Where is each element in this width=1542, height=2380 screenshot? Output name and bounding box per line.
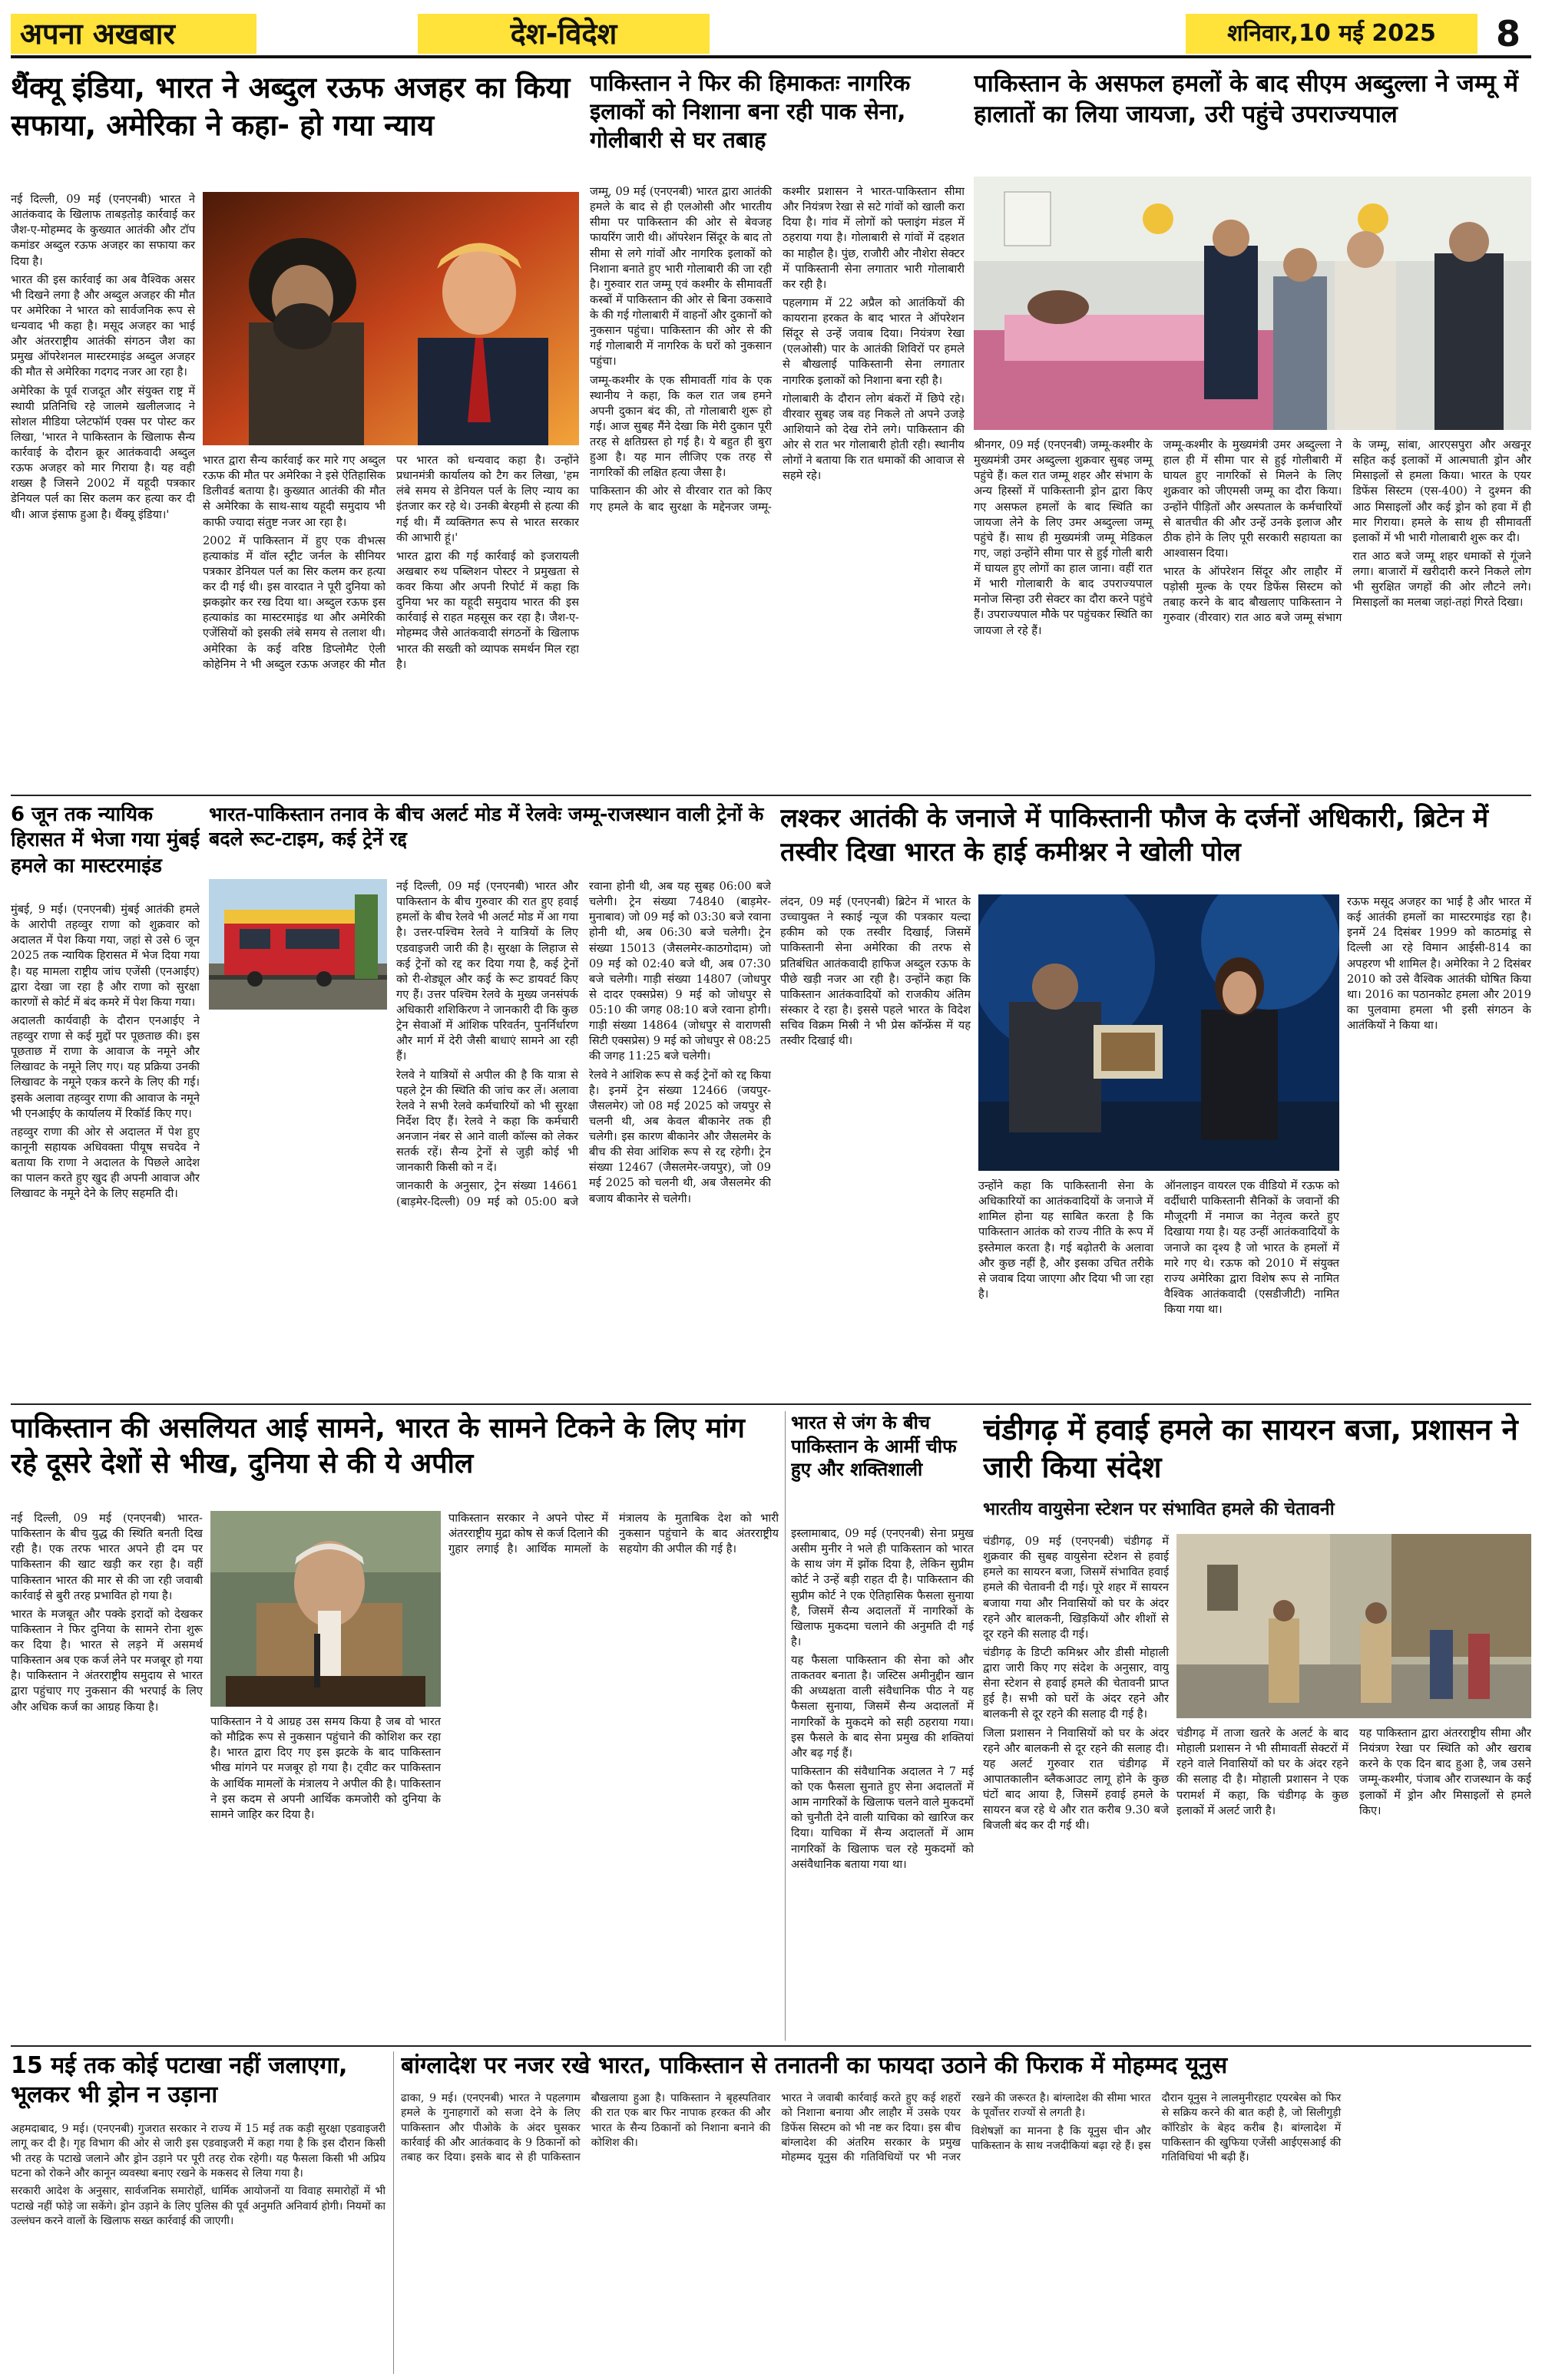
story-munir — [791, 1411, 974, 2041]
paragraph: अदालती कार्यवाही के दौरान एनआईए ने तहव्वुर राणा से कई मुद्दों पर पूछताछ की। इस पूछताछ में राणा के आवाज के नमूने और लिखावट के नमूने लिए गए। यह प्रक्रिया उनकी लिखावट के नमूने एकत्र करने के लिए की गई। इसके अलावा तहव्वुर राणा की आवाज के नमूने भी एनआईए के कार्यालय में रिकॉर्ड किए गए। — [11, 1013, 200, 1120]
story-bangladesh — [401, 2051, 1531, 2374]
paragraph: अहमदाबाद, 9 मई। (एनएनबी) गुजरात सरकार ने राज्य में 15 मई तक कड़ी सुरक्षा एडवाइजरी लागू कर दी है। गृह विभाग की ओर से जारी इस एडवाइजरी में कहा गया है कि इस दौरान किसी भी तरह के पटाखे जलाने और ड्रोन उड़ाने पर पूरी तरह रोक रहेगी। यह फैसला किसी भी अप्रिय घटना को रोकने और कानून व्यवस्था बनाए रखने के मकसद से लिया गया है। — [11, 2123, 386, 2180]
story-omar — [974, 69, 1531, 787]
paragraph: जम्मू-कश्मीर के एक सीमावर्ती गांव के एक स्थानीय ने कहा, कि कल रात जब हमने अपनी दुकान बंद की, तो गोलाबारी शुरू हो गई। आज सुबह मैंने देखा कि मेरी दुकान पूरी तरह से क्षतिग्रस्त हो गई है। ये बहुत ही बुरा हुआ है। यह मान लीजिए एक तरह से नागरिकों की लक्षित हत्या जैसा है। — [590, 373, 772, 480]
headline: पाकिस्तान ने फिर की हिमाकतः नागरिक इलाकों को निशाना बना रही पाक सेना, गोलीबारी से घर तबाह — [590, 70, 911, 154]
paragraph: यह फैसला पाकिस्तान की सेना को और ताकतवर बनाता है। जस्टिस अमीनुद्दीन खान की अध्यक्षता वाली संवैधानिक पीठ ने यह फैसला सुनाया, जिसमें सैन्य अदालतों में नागरिकों के मुकदमे को सही ठहराया गया। इस फैसले के बाद सेना प्रमुख की शक्तियां और बढ़ गई हैं। — [791, 1654, 974, 1760]
headline: 15 मई तक कोई पटाखा नहीं जलाएगा, भूलकर भी ड्रोन न उड़ाना — [11, 2052, 348, 2109]
train-photo — [209, 879, 387, 1010]
story-azhar — [11, 69, 579, 852]
headline: थैंक्यू इंडिया, भारत ने अब्दुल रऊफ अजहर का किया सफाया, अमेरिका ने कहा- हो गया न्याय — [11, 71, 571, 142]
paragraph: जिला प्रशासन ने निवासियों को घर के अंदर रहने और बालकनी से दूर रहने की सलाह दी। यह अलर्ट गुरुवार रात चंडीगढ़ में आपातकालीन ब्लैकआउट लागू होने के कुछ घंटों बाद आया है, जिसमें हवाई हमले के सायरन बज रहे थे और रात करीब 9.30 बजे बिजली बंद कर दी गई थी। — [983, 1726, 1169, 1833]
paragraph: पाकिस्तान की संवैधानिक अदालत ने 7 मई को एक फैसला सुनाते हुए सेना अदालतों में आम नागरिकों के खिलाफ चलने वाले मुकदमों को चुनौती देने वाली याचिका को खारिज कर दिया। याचिका में सैन्य अदालतों में आम नागरिकों के खिलाफ चल रहे मुकदमों को असंवैधानिक बताया गया था। — [791, 1764, 974, 1871]
story-chandigarh — [983, 1411, 1531, 2041]
paragraph: तहव्वुर राणा की ओर से अदालत में पेश हुए कानूनी सहायक अधिवक्ता पीयूष सचदेव ने बताया कि राणा ने अदालत के पिछले आदेश का पालन करते हुए खुद ही अपनी आवाज और लिखावट के नमूने देने के लिए सहमति दी। — [11, 1125, 200, 1201]
paragraph: जम्मू-कश्मीर के मुख्यमंत्री उमर अब्दुल्ला ने हाल ही में सीमा पार से हुई गोलीबारी में घायल हुए नागरिकों से मिलने के लिए शुक्रवार को जीएमसी जम्मू का दौरा किया। उन्होंने पीड़ितों और अस्पताल के कर्मचारियों से बातचीत की और उन्हें उनके इलाज और ठीक होने के लिए पूरी सरकारी सहायता का आश्वासन दिया। — [1163, 438, 1342, 560]
headline: चंडीगढ़ में हवाई हमले का सायरन बजा, प्रशासन ने जारी किया संदेश — [983, 1413, 1518, 1484]
paragraph: सरकारी आदेश के अनुसार, सार्वजनिक समारोहों, धार्मिक आयोजनों या विवाह समारोहों में भी पटाखे नहीं फोड़े जा सकेंगे। ड्रोन उड़ाने के लिए पुलिस की पूर्व अनुमति अनिवार्य होगी। नियमों का उल्लंघन करने वालों के खिलाफ सख्त कार्रवाई की जाएगी। — [11, 2185, 386, 2227]
paragraph: रेलवे ने यात्रियों से अपील की है कि यात्रा से पहले ट्रेन की स्थिति की जांच कर लें। अलावा रेलवे ने सभी रेलवे कर्मचारियों को भी सुरक्षा निर्देश दिए हैं। रेलवे ने कहा कि कर्मचारी अनजान नंबर से आने वाली कॉल्स को लेकर सतर्क रहें। सैन्य ट्रेनों से जुड़ी कोई भी जानकारी किसी को न दें। — [396, 1068, 578, 1175]
paragraph: गोलाबारी के दौरान लोग बंकरों में छिपे रहे। वीरवार सुबह जब वह निकले तो अपने उजड़े आशियाने को देख रोने लगे। पाकिस्तान की ओर से रात भर गोलाबारी होती रही। स्थानीय लोगों ने बताया कि रात धमाकों की आवाज से सहमे रहे। — [783, 392, 965, 483]
headline: भारत से जंग के बीच पाकिस्तान के आर्मी चीफ हुए और शक्तिशाली — [791, 1412, 957, 1481]
subheadline: भारतीय वायुसेना स्टेशन पर संभावित हमले की चेतावनी — [983, 1499, 1335, 1519]
story-ahmedabad — [11, 2051, 386, 2374]
paragraph: पाकिस्तान सरकार ने अपने पोस्ट में अंतरराष्ट्रीय मुद्रा कोष से कर्ज दिलाने की गुहार लगाई है। आर्थिक मामलों के मंत्रालय के मुताबिक देश को भारी नुकसान पहुंचाने के बाद अंतरराष्ट्रीय सहयोग की अपील की गई है। — [448, 1512, 779, 1556]
headline: बांग्लादेश पर नजर रखे भारत, पाकिस्तान से तनातनी का फायदा उठाने की फिराक में मोहम्मद यूनुस — [401, 2052, 1228, 2079]
divider — [393, 2051, 394, 2374]
paragraph: रात आठ बजे जम्मू शहर धमाकों से गूंजने लगा। बाजारों में खरीदारी करने निकले लोग भी सुरक्षित जगहों की ओर लौटने लगे। मिसाइलों का मलबा जहां-तहां गिरते दिखा। — [1352, 549, 1531, 610]
headline: पाकिस्तान की असलियत आई सामने, भारत के सामने टिकने के लिए मांग रहे दूसरे देशों से भीख, दुनिया से की ये अपील — [11, 1413, 745, 1480]
paragraph: जानकारी के अनुसार, ट्रेन संख्या 14661 (बाड़मेर-दिल्ली) 09 मई को 05:00 बजे रवाना होनी थी, अब यह सुबह 06:00 बजे चलेगी। ट्रेन संख्या 74840 (बाड़मेर-मुनाबाव) जो 09 मई को 03:30 बजे रवाना होनी थी, अब 06:30 बजे चलेगी। ट्रेन संख्या 15013 (जैसलमेर-काठगोदाम) जो 09 मई को 02:40 बजे थी, अब 07:30 बजे चलेगी। गाड़ी संख्या 14807 (जोधपुर से दादर एक्सप्रेस) 9 मई को जोधपुर से 05:10 की जगह 08:10 बजे रवाना होगी। गाड़ी संख्या 14864 (जोधपुर से वाराणसी सिटी एक्सप्रेस) 9 मई को जोधपुर से 08:25 की जगह 11:25 बजे चलेगी। — [396, 880, 771, 1208]
issue-date: शनिवार,10 मई 2025 — [1186, 14, 1477, 54]
paragraph: ऑनलाइन वायरल एक वीडियो में रऊफ को वर्दीधारी पाकिस्तानी सैनिकों के जवानों की मौजूदगी में नमाज का नेतृत्व करते हुए दिखाया गया है। यह उन्हीं आतंकवादियों के जनाजे का दृश्य है जो भारत के हमलों में मारे गए थे। रऊफ को 2010 में संयुक्त राज्य अमेरिका द्वारा विशेष रूप से नामित वैश्विक आतंकवादी (एसडीजीटी) नामित किया गया था। — [1164, 1179, 1339, 1316]
divider — [785, 1411, 786, 2041]
paragraph: भारत की इस कार्रवाई का अब वैश्विक असर भी दिखने लगा है और अब्दुल अजहर की मौत पर अमेरिका ने भारत को सार्वजनिक रूप से धन्यवाद भी कहा है। मसूद अजहर का भाई और अंतरराष्ट्रीय आतंकी संगठन जैश का प्रमुख ऑपरेशनल मास्टरमाइंड अब्दुल अजहर की मौत से अमेरिका गदगद नजर आ रहा है। — [11, 273, 195, 379]
shehbaz-sharif-photo — [210, 1511, 441, 1707]
paragraph: मुंबई, 9 मई। (एनएनबी) मुंबई आतंकी हमले के आरोपी तहव्वुर राणा को शुक्रवार को अदालत में पेश किया गया, जहां से उसे 6 जून 2025 तक न्यायिक हिरासत में भेज दिया गया है। यह मामला राष्ट्रीय जांच एजेंसी (एनआईए) द्वारा देखा जा रहा है और राणा को सुरक्षा कारणों से कोर्ट में बंद कमरे में पेश किया गया। — [11, 903, 200, 1009]
paragraph: पाकिस्तान की ओर से वीरवार रात को किए गए हमले के बाद सुरक्षा के मद्देनजर जम्मू-कश्मीर प्रशासन ने भारत-पाकिस्तान सीमा और नियंत्रण रेखा से सटे गांवों को खाली करा दिया है। गांव में लोगों को फ्लाइंग मंडल में ठहराया गया है। गोलाबारी से गांवों में दहशत का माहौल है। पुंछ, राजौरी और नौशेरा सेक्टर में पाकिस्तानी सेना लगातार भारी गोलाबारी कर रही है। — [590, 185, 965, 514]
headline: 6 जून तक न्यायिक हिरासत में भेजा गया मुंबई हमले का मास्टरमाइंड — [11, 803, 200, 878]
paragraph: भारत द्वारा की गई कार्रवाई को इजरायली अखबार रुथ पब्लिशन पोस्टर ने प्रमुखता से कवर किया और अपनी रिपोर्ट में कहा कि दुनिया भर का यहूदी समुदाय भारत की इस कार्रवाई से राहत महसूस कर रहा है। जैश-ए-मोहम्मद जैसे आतंकवादी संगठनों के खिलाफ भारत की सख्ती को व्यापक समर्थन मिल रहा है। — [396, 549, 579, 671]
paragraph: अमेरिका के पूर्व राजदूत और संयुक्त राष्ट्र में स्थायी प्रतिनिधि रहे जालमे खलीलजाद ने सोशल मीडिया प्लेटफॉर्म एक्स पर पोस्ट कर लिखा, 'भारत ने पाकिस्तान के खिलाफ सैन्य कार्रवाई के दौरान क्रूर आतंकवादी अब्दुल रऊफ अजहर को मार गिराया है। यह वही शख्स है जिसने 2002 में यहूदी पत्रकार डेनियल पर्ल का सिर कलम कर हत्या कर दी थी। आज इंसाफ हुआ है। थैंक्यू इंडिया।' — [11, 384, 195, 521]
masthead — [11, 11, 1531, 58]
paragraph: भारत ने जवाबी कार्रवाई करते हुए कई शहरों को निशाना बनाया और लाहौर में उसके एयर डिफेंस सिस्टम को भी नष्ट कर दिया। इस बीच बांग्लादेश की अंतरिम सरकार के प्रमुख मोहम्मद यूनुस की गतिविधियों पर भी नजर रखने की जरूरत है। बांग्लादेश की सीमा भारत के पूर्वोत्तर राज्यों से लगती है। — [781, 2092, 1151, 2164]
paragraph: ढाका, 9 मई। (एनएनबी) भारत ने पहलगाम हमले के गुनाहगारों को सजा देने के लिए पाकिस्तान और पीओके के अंदर घुसकर कार्रवाई की और आतंकवाद के 9 ठिकानों को तबाह कर दिया। इसके बाद से ही पाकिस्तान बौखलाया हुआ है। पाकिस्तान ने बृहस्पतिवार की रात एक बार फिर नापाक हरकत की और भारत के सैन्य ठिकानों को निशाना बनाने की कोशिश की। — [401, 2092, 771, 2164]
divider — [11, 2045, 1531, 2047]
story-pak-civilians — [590, 69, 965, 787]
newspaper-brand: अपना अखबार — [11, 14, 256, 54]
divider — [11, 795, 1531, 796]
paragraph: रेलवे ने आंशिक रूप से कई ट्रेनों को रद्द किया है। इनमें ट्रेन संख्या 12466 (जयपुर-जैसलमेर) जो 08 मई 2025 को जयपुर से चलनी थी, अब केवल बीकानेर तक ही चलेगी। इस कारण बीकानेर और जैसलमेर के बीच की सेवा आंशिक रूप से रद्द रहेगी। ट्रेन संख्या 12467 (जैसलमेर-जयपुर), जो 09 मई 2025 को चलनी थी, अब जैसलमेर की बजाय बीकानेर से चलेगी। — [589, 1068, 771, 1205]
paragraph: जम्मू, 09 मई (एनएनबी) भारत द्वारा आतंकी हमले के बाद से ही एलओसी और भारतीय सीमा पर पाकिस्तान की ओर से बेवजह फायरिंग जारी थी। ऑपरेशन सिंदूर के बाद तो सीमा से लगे गांवों और नागरिक इलाकों को निशाना बनाते हुए भारी गोलाबारी की जा रही है। गुरुवार रात जम्मू एवं कश्मीर के सीमावर्ती कस्बों में पाकिस्तान की ओर से बिना उकसावे के की गई गोलाबारी में वाहनों और दुकानों को नुकसान पहुंचा। पाकिस्तान की ओर से की गई गोलाबारी में नागरिक के घरों को नुकसान पहुंचा। — [590, 185, 772, 369]
divider — [11, 1403, 1531, 1405]
story-trains — [209, 802, 771, 1397]
paragraph: विशेषज्ञों का मानना है कि यूनुस चीन और पाकिस्तान के साथ नजदीकियां बढ़ा रहे हैं। इस दौरान यूनुस ने लालमुनीरहाट एयरबेस को फिर से सक्रिय करने की बात कही है, जो सिलीगुड़ी कॉरिडोर के बेहद करीब है। बांग्लादेश में पाकिस्तान की खुफिया एजेंसी आईएसआई की गतिविधियां भी बढ़ी हैं। — [971, 2092, 1342, 2164]
paragraph: श्रीनगर, 09 मई (एनएनबी) जम्मू-कश्मीर के मुख्यमंत्री उमर अब्दुल्ला शुक्रवार सुबह जम्मू पहुंचे हैं। कल रात जम्मू शहर और संभाग के अन्य हिस्सों में पाकिस्तानी ड्रोन द्वारा किए गए असफल हमलों के बाद स्थिति का जायजा लेने के लिए उमर अब्दुल्ला जम्मू पहुंचे हैं। साथ ही मुख्यमंत्री जम्मू मेडिकल गए, जहां उन्होंने सीमा पार से हुई गोली बारी में घायल हुए लोगों का हाल जाना। वहीं रात में भारी गोलाबारी के बाद उपराज्यपाल मनोज सिन्हा उरी सेक्टर का दौरा करने पहुंचे हैं। उपराज्यपाल मौके पर पहुंचकर स्थिति का जायजा ले रहे हैं। — [974, 438, 1153, 637]
paragraph: रऊफ मसूद अजहर का भाई है और भारत में कई आतंकी हमलों का मास्टरमाइंड रहा है। इनमें 24 दिसंबर 1999 को काठमांडू से दिल्ली आ रहे विमान आईसी-814 का अपहरण भी शामिल है। अमेरिका ने 2 दिसंबर 2010 को उसे वैश्विक आतंकी घोषित किया था। 2016 का पठानकोट हमला और 2019 का पुलवामा हमला भी इसी संगठन के आतंकियों ने किया था। — [1347, 895, 1531, 1032]
paragraph: भारत के ऑपरेशन सिंदूर और लाहौर में पड़ोसी मुल्क के एयर डिफेंस सिस्टम को तबाह करने के बाद बौखलाए पाकिस्तान ने गुरुवार (वीरवार) रात आठ बजे जम्मू संभाग के जम्मू, सांबा, आरएसपुरा और अखनूर सहित कई इलाकों में आत्मघाती ड्रोन और मिसाइलों से हमला किया। भारत के एयर डिफेंस सिस्टम (एस-400) ने दुश्मन की आठ मिसाइलों और कई ड्रोन को हवा में ही मार गिराया। हमले के साथ ही सीमावर्ती इलाकों में भी भारी गोलाबारी शुरू कर दी। — [1163, 438, 1531, 625]
paragraph: इस्लामाबाद, 09 मई (एनएनबी) सेना प्रमुख असीम मुनीर ने भले ही पाकिस्तान को भारत के साथ जंग में झोंक दिया है, लेकिन सुप्रीम कोर्ट ने उन्हें बड़ी राहत दी है। पाकिस्तान की सुप्रीम कोर्ट ने एक ऐतिहासिक फैसला सुनाया है, जिसमें सैन्य अदालतों में नागरिकों के खिलाफ मुकदमा चलाने की अनुमति दी गई है। — [791, 1527, 974, 1648]
tv-interview-photo — [978, 894, 1339, 1171]
story-rana — [11, 802, 200, 1397]
hospital-visit-photo — [974, 177, 1531, 430]
paragraph: पहलगाम में 22 अप्रैल को आतंकियों की कायराना हरकत के बाद भारत ने ऑपरेशन सिंदूर से उन्हें जवाब दिया। नियंत्रण रेखा (एलओसी) पार के आतंकी शिविरों पर हमले से बौखलाई पाकिस्तानी सेना लगातार नागरिक इलाकों को निशाना बना रही है। — [783, 296, 965, 387]
section-title: देश-विदेश — [418, 14, 710, 54]
paragraph: चंडीगढ़ के डिप्टी कमिश्नर और डीसी मोहाली द्वारा जारी किए गए संदेश के अनुसार, वायु सेना स्टेशन से हवाई हमले की चेतावनी प्राप्त हुई है। सभी को घरों के अंदर रहने और बालकनी से दूर रहने की सलाह दी गई है। — [983, 1645, 1169, 1721]
story-appeal — [11, 1411, 779, 2041]
paragraph: 2002 में पाकिस्तान में हुए एक वीभत्स हत्याकांड में वॉल स्ट्रीट जर्नल के सीनियर पत्रकार डेनियल पर्ल का सिर कलम कर हत्या कर दी गई थी। इस वारदात ने पूरी दुनिया को झकझोर कर रख दिया था। अब्दुल रऊफ इस हत्याकांड का मास्टरमाइंड था और अमेरिकी एजेंसियों को इसकी लंबे समय से तलाश थी। अमेरिका के कई वरिष्ठ डिप्लोमैट ऐली कोहेनिम ने भी अब्दुल रऊफ अजहर की मौत पर भारत को धन्यवाद कहा है। उन्होंने प्रधानमंत्री कार्यालय को टैग कर लिखा, 'हम लंबे समय से डेनियल पर्ल के लिए न्याय का इंतजार कर रहे थे। उनकी बेरहमी से हत्या की गई थी। मैं व्यक्तिगत रूप से भारत सरकार की आभारी हूं।' — [203, 454, 579, 671]
paragraph: लंदन, 09 मई (एनएनबी) ब्रिटेन में भारत के उच्चायुक्त ने स्काई न्यूज की पत्रकार यल्दा हकीम को एक तस्वीर दिखाई, जिसमें पाकिस्तानी सेना अमेरिका की तरफ से प्रतिबंधित आतंकवादी हाफिज अब्दुल रऊफ के पीछे खड़ी नजर आ रही है। उन्होंने कहा कि पाकिस्तान आतंकवादियों को राजकीय अंतिम संस्कार दे रहा है। इससे पहले भारत के विदेश सचिव विक्रम मिस्री ने भी प्रेस कॉन्फ्रेंस में यह तस्वीर दिखाई थी। — [780, 895, 971, 1048]
paragraph: नई दिल्ली, 09 मई (एनएनबी) भारत ने आतंकवाद के खिलाफ ताबड़तोड़ कार्रवाई कर जैश-ए-मोहम्मद के कुख्यात आतंकी और टॉप कमांडर अब्दुल रऊफ अजहर का सफाया कर दिया है। — [11, 193, 195, 268]
paragraph: उन्होंने कहा कि पाकिस्तानी सेना के अधिकारियों का आतंकवादियों के जनाजे में शामिल होना यह साबित करता है कि पाकिस्तान आतंक को राज्य नीति के रूप में इस्तेमाल करता है। गई बढ़ोतरी के अलावा और कुछ नहीं है, और इसका उचित तरीके से जवाब दिया जाएगा और दिया भी जा रहा है। — [978, 1179, 1153, 1301]
headline: लश्कर आतंकी के जनाजे में पाकिस्तानी फौज के दर्जनों अधिकारी, ब्रिटेन में तस्वीर दिखा भारत के हाई कमीश्नर ने खोली पोल — [780, 803, 1489, 868]
paragraph: चंडीगढ़, 09 मई (एनएनबी) चंडीगढ़ में शुक्रवार की सुबह वायुसेना स्टेशन से हवाई हमले का सायरन बजा, जिसमें संभावित हवाई हमले की चेतावनी दी गई। पूरे शहर में सायरन बजाया गया और निवासियों को घर के अंदर रहने और बालकनी, खिड़कियों और शीशों से दूर रहने की सलाह दी गई। — [983, 1535, 1169, 1641]
paragraph: भारत के मजबूत और पक्के इरादों को देखकर पाकिस्तान ने फिर दुनिया के सामने रोना शुरू कर दिया है। भारत से लड़ने में असमर्थ पाकिस्तान अब एक कर्ज लेने पर मजबूर हो गया है। पाकिस्तान ने अंतरराष्ट्रीय समुदाय से भारत द्वारा पहुंचाए गए नुकसान की भरपाई के लिए और अधिक कर्ज का आग्रह किया है। — [11, 1607, 203, 1714]
paragraph: नई दिल्ली, 09 मई (एनएनबी) भारत और पाकिस्तान के बीच गुरुवार की रात हुए हवाई हमलों के बीच रेलवे भी अलर्ट मोड में आ गया है। उत्तर-पश्चिम रेलवे ने यात्रियों के लिए एडवाइजरी जारी की है। सुरक्षा के लिहाज से कई ट्रेनों को रद्द कर दिया गया है, कई ट्रेनों को री-शेड्यूल और कई के रूट डायवर्ट किए गए हैं। उत्तर पश्चिम रेलवे के मुख्य जनसंपर्क अधिकारी शशिकिरण ने जानकारी दी कि कुछ ट्रेन सेवाओं में आंशिक परिवर्तन, पुनर्निर्धारण और मार्ग में देरी जैसी बाधाएं सामने आ रही हैं। — [396, 880, 578, 1063]
azhar-trump-photo — [203, 192, 579, 445]
paragraph: चंडीगढ़ में ताजा खतरे के अलर्ट के बाद मोहाली प्रशासन ने भी सीमावर्ती सेक्टरों में रहने वाले निवासियों को घर के अंदर रहने की सलाह दी है। मोहाली प्रशासन ने एक परामर्श में कहा, कि चंडीगढ़ के कुछ इलाकों में अलर्ट जारी है। — [1176, 1727, 1348, 1817]
headline: पाकिस्तान के असफल हमलों के बाद सीएम अब्दुल्ला ने जम्मू में हालातों का लिया जायजा, उरी पहुंचे उपराज्यपाल — [974, 70, 1519, 128]
story-lashkar — [780, 802, 1531, 1397]
paragraph: नई दिल्ली, 09 मई (एनएनबी) भारत-पाकिस्तान के बीच युद्ध की स्थिति बनती दिख रही है। एक तरफ भारत अपने ही दम पर पाकिस्तान की खाट खड़ी कर रहा है। वहीं पाकिस्तान भारत की मार से की जा रही जवाबी कार्रवाई से बुरी तरह प्रभावित हो गया है। — [11, 1512, 203, 1602]
paragraph: पाकिस्तान ने ये आग्रह उस समय किया है जब वो भारत को मौद्रिक रूप से नुकसान पहुंचाने की कोशिश कर रहा है। भारत द्वारा दिए गए इस झटके के बाद पाकिस्तान भीख मांगने पर मजबूर हो गया है। ट्वीट कर पाकिस्तान के आर्थिक मामलों के मंत्रालय ने अपील की है। पाकिस्तान ने इस कदम से अपनी आर्थिक कमजोरी को दुनिया के सामने जाहिर कर दिया है। — [210, 1715, 441, 1821]
paragraph: यह पाकिस्तान द्वारा अंतरराष्ट्रीय सीमा और नियंत्रण रेखा पर स्थिति को और खराब करने के एक दिन बाद हुआ है, जब उसने जम्मू-कश्मीर, पंजाब और राजस्थान के कई इलाकों में ड्रोन और मिसाइलों से हमले किए। — [1359, 1727, 1531, 1817]
page-number: 8 — [1495, 13, 1520, 55]
headline: भारत-पाकिस्तान तनाव के बीच अलर्ट मोड में रेलवेः जम्मू-राजस्थान वाली ट्रेनों के बदले रूट-टाइम, कई ट्रेनें रद्द — [209, 803, 764, 850]
paragraph: भारत द्वारा सैन्य कार्रवाई कर मारे गए अब्दुल रऊफ की मौत पर अमेरिका ने इसे ऐतिहासिक डिलीवर्ड बताया है। कुख्यात आतंकी की मौत से अमेरिका के साथ-साथ यहूदी समुदाय भी काफी ज्यादा संतुष्ट नजर आ रहा है। — [203, 454, 386, 529]
police-street-photo — [1176, 1534, 1531, 1718]
